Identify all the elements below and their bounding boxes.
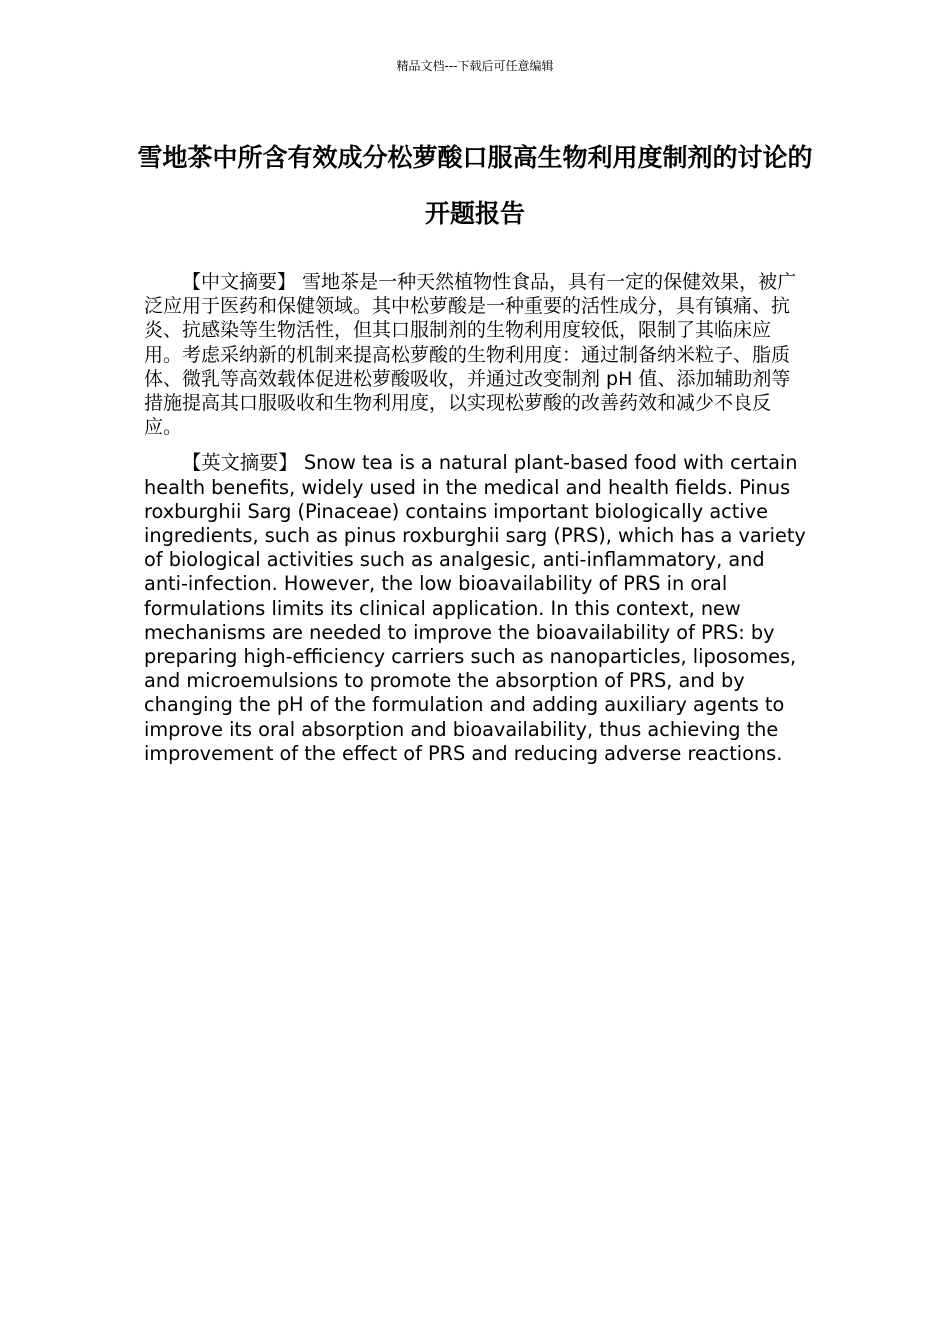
english-abstract-text: Snow tea is a natural plant-based food with certain health benefits, widely used in the medical and health fields. Pinus roxburghii Sarg (Pinaceae) contains important biologically active ingredients, such as pinus roxburghii sarg (PRS), which has a variety of biological activities such as analgesic, anti-inflammatory, and anti-infection. However, the low bioavailability of PRS in oral formulations limits its clinical application. In this context, new mechanisms are needed to improve the bioavailability of PRS: by preparing high-efficiency carriers such as nanoparticles, liposomes, and microemulsions to promote the absorption of PRS, and by changing the pH of the formulation and adding auxiliary agents to improve its oral absorption and bioavailability, thus achieving the improvement of the effect of PRS and reducing adverse reactions. bbox=[144, 451, 806, 765]
chinese-abstract-label: 【中文摘要】 bbox=[182, 271, 297, 293]
english-abstract bbox=[144, 451, 806, 766]
header-note: 精品文档---下载后可任意编辑 bbox=[396, 59, 554, 73]
document-body bbox=[144, 270, 806, 778]
english-abstract-label: 【英文摘要】 bbox=[182, 451, 298, 475]
document-title: 雪地茶中所含有效成分松萝酸口服高生物利用度制剂的讨论的开题报告 bbox=[137, 143, 813, 228]
chinese-abstract-text: 雪地茶是一种天然植物性食品，具有一定的保健效果，被广泛应用于医药和保健领域。其中松萝酸是一种重要的活性成分，具有镇痛、抗炎、抗感染等生物活性，但其口服制剂的生物利用度较低，限制了其临床应用。考虑采纳新的机制来提高松萝酸的生物利用度：通过制备纳米粒子、脂质体、微乳等高效载体促进松萝酸吸收，并通过改变制剂 pH 值、添加辅助剂等措施提高其口服吸收和生物利用度，以实现松萝酸的改善药效和减少不良反应。 bbox=[144, 271, 797, 439]
chinese-abstract bbox=[144, 270, 806, 439]
